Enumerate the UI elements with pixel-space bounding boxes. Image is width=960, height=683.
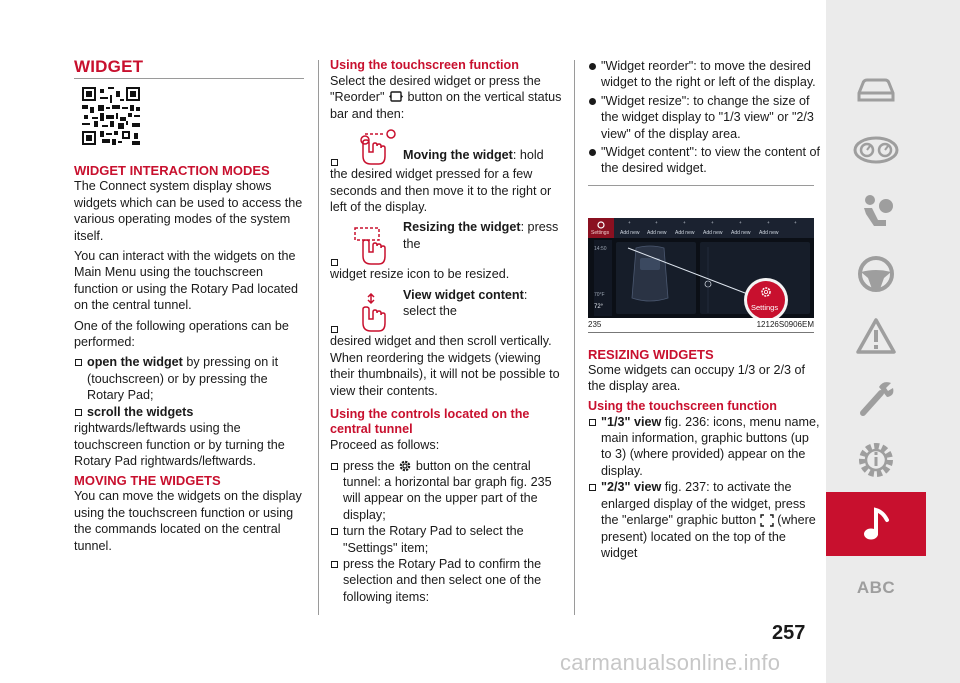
gesture-title: View widget content [403, 287, 524, 302]
list-item [330, 458, 562, 524]
music-note-icon [861, 506, 891, 542]
service-gear-icon [855, 439, 897, 481]
paragraph: rightwards/leftwards using the touchscreen function or by turning the Rotary Pad rightwards/leftwards. [74, 421, 285, 468]
figure-number: 235 [588, 319, 602, 329]
sidebar-item-maintenance[interactable] [826, 366, 926, 430]
bullet-bold-text: "2/3" view [601, 480, 662, 495]
checkbox-bullet-icon [589, 419, 596, 426]
column-1 [74, 58, 306, 558]
bullet-bold-text: scroll the widgets [87, 404, 194, 419]
list-item [588, 479, 820, 561]
gesture-text: : press the [403, 220, 559, 251]
paragraph: The Connect system display shows widgets which can be used to access the various operating modes of the system itself. [74, 179, 303, 243]
gesture-title: Moving the widget [403, 147, 513, 162]
paragraph: Some widgets can occupy 1/3 or 2/3 of the display area. [588, 362, 806, 394]
gesture-view-content [330, 287, 562, 334]
reorder-icon [388, 90, 404, 104]
wrench-icon [855, 377, 897, 419]
bullet-bold-text: "1/3" view [601, 414, 662, 429]
bullet-text: "Widget content": to view the content of the desired widget. [601, 145, 820, 176]
bullet-text: turn the Rotary Pad to select the "Settings" item; [343, 524, 524, 555]
sidebar-item-safety[interactable] [826, 180, 926, 244]
chapter-sidebar [826, 0, 960, 683]
hand-drag-gesture-icon [351, 126, 399, 166]
display-settings-label: Settings [591, 229, 610, 236]
figure-235-display [588, 218, 814, 318]
svg-text:+: + [739, 219, 742, 225]
subsection-title-touchscreen: Using the touchscreen function [588, 398, 777, 413]
sidebar-item-multimedia[interactable] [826, 492, 926, 556]
paragraph: widget resize icon to be resized. [330, 267, 510, 282]
gesture-title: Resizing the widget [403, 220, 521, 235]
settings-gear-icon [398, 459, 412, 473]
watermark: carmanualsonline.info [560, 650, 781, 675]
checkbox-bullet-icon [331, 561, 338, 568]
svg-text:+: + [683, 219, 686, 225]
paragraph: One of the following operations can be performed: [74, 318, 289, 350]
bullet-dot-icon [589, 149, 596, 156]
column-2 [330, 58, 562, 605]
paragraph: You can move the widgets on the display using the touchscreen function or using the commands located on the central tunnel. [74, 489, 302, 553]
svg-text:+: + [711, 219, 714, 225]
bullet-dot-icon [589, 98, 596, 105]
column-divider [574, 60, 575, 615]
warning-triangle-icon [855, 317, 897, 355]
page-number: 257 [772, 622, 806, 644]
dashboard-gauges-icon [853, 135, 899, 165]
bullet-text: button on the central tunnel: a horizontal bar graph fig. 235 will appear on the upper part of the display; [343, 458, 552, 522]
bullet-text: "Widget resize": to change the size of the widget display to "1/3 view" or "2/3 view" of the display area. [601, 93, 814, 141]
paragraph: desired widget and then scroll vertically. When reordering the widgets (viewing their thumbnails), it will not be possible to view their contents. [330, 334, 560, 398]
sidebar-item-emergency[interactable] [826, 304, 926, 368]
list-item [588, 414, 820, 480]
checkbox-bullet-icon [331, 259, 338, 266]
display-add-new-label: Add new [675, 229, 695, 236]
sidebar-item-index[interactable] [826, 556, 926, 620]
sidebar-item-instruments[interactable] [826, 118, 926, 182]
svg-text:+: + [628, 219, 631, 225]
svg-text:+: + [767, 219, 770, 225]
list-item [74, 354, 306, 403]
paragraph [330, 73, 562, 122]
checkbox-bullet-icon [331, 528, 338, 535]
sidebar-item-driving[interactable] [826, 242, 926, 306]
qr-code-icon [82, 87, 140, 145]
bullet-text: "Widget reorder": to move the desired widget to the right or left of the display. [601, 59, 816, 90]
bullet-text: press the Rotary Pad to confirm the selection and then select one of the following items: [343, 556, 542, 604]
gesture-text: : hold [512, 147, 544, 162]
sidebar-item-vehicle[interactable] [826, 58, 926, 122]
bullet-bold-text: open the widget [87, 355, 183, 370]
svg-text:+: + [655, 219, 658, 225]
display-add-new-label: Add new [647, 229, 667, 236]
enlarge-icon [760, 514, 774, 527]
list-item [588, 144, 820, 177]
list-item [330, 523, 562, 556]
gesture-text: : select the [403, 287, 528, 319]
figure-caption [588, 320, 814, 333]
display-add-new-label: Add new [759, 229, 779, 236]
display-clock: 14:50 [594, 245, 607, 252]
title-rule [74, 78, 304, 79]
car-icon [855, 75, 897, 105]
display-add-new-label: Add new [620, 229, 640, 236]
bullet-text: fig. 236: icons, menu name, main information, graphic buttons (up to 3) (where provided) appear on the display. [601, 414, 820, 478]
hand-resize-gesture-icon [351, 226, 399, 266]
bullet-text: press the [343, 458, 395, 473]
paragraph-text: Select the desired widget or press the "Reorder" [330, 74, 541, 105]
checkbox-bullet-icon [331, 159, 338, 166]
list-item [588, 93, 820, 142]
hand-scroll-gesture-icon [351, 293, 399, 333]
abc-label: ABC [856, 578, 896, 597]
gesture-resize [330, 219, 562, 266]
divider [588, 185, 814, 186]
bullet-dot-icon [589, 63, 596, 70]
display-add-new-label: Add new [703, 229, 723, 236]
checkbox-bullet-icon [331, 326, 338, 333]
paragraph: the desired widget pressed for a few seconds and then move it to the right or left of the display. [330, 167, 552, 215]
display-temperature: 70°F [594, 291, 605, 298]
airbag-passenger-icon [856, 192, 896, 232]
column-divider [318, 60, 319, 615]
display-temperature: 72° [594, 303, 604, 310]
paragraph: You can interact with the widgets on the Main Menu using the touchscreen function or using the Rotary Pad located on the central tunnel. [74, 249, 299, 313]
gesture-move [330, 126, 562, 166]
sidebar-item-technical-data[interactable] [826, 428, 926, 492]
checkbox-bullet-icon [589, 484, 596, 491]
page-title: WIDGET [74, 57, 144, 76]
checkbox-bullet-icon [331, 463, 338, 470]
list-item [74, 404, 306, 420]
list-item [588, 58, 820, 91]
settings-callout-label: Settings [751, 302, 779, 312]
figure-code: 12126S0906EM [756, 319, 814, 329]
checkbox-bullet-icon [75, 409, 82, 416]
section-title-moving-widgets: MOVING THE WIDGETS [74, 473, 221, 489]
svg-text:+: + [794, 219, 797, 225]
section-title-interaction-modes: WIDGET INTERACTION MODES [74, 163, 270, 179]
list-item [330, 556, 562, 605]
section-title-resizing: RESIZING WIDGETS [588, 346, 714, 362]
bullet-text: (where present) located on the top of the widget [601, 513, 816, 560]
bullet-text: by pressing on it (touchscreen) or by pressing the Rotary Pad; [87, 355, 279, 403]
subsection-title-controls: Using the controls located on the central tunnel [330, 407, 530, 437]
subsection-title-touchscreen: Using the touchscreen function [330, 58, 519, 72]
bullet-text: fig. 237: to activate the enlarged display of the widget, press the "enlarge" graphic button [601, 480, 806, 528]
checkbox-bullet-icon [75, 359, 82, 366]
paragraph: Proceed as follows: [330, 438, 440, 453]
steering-wheel-icon [856, 254, 896, 294]
column-3 [588, 58, 820, 561]
display-add-new-label: Add new [731, 229, 751, 236]
paragraph-text: button on the vertical status bar and then: [330, 90, 562, 121]
